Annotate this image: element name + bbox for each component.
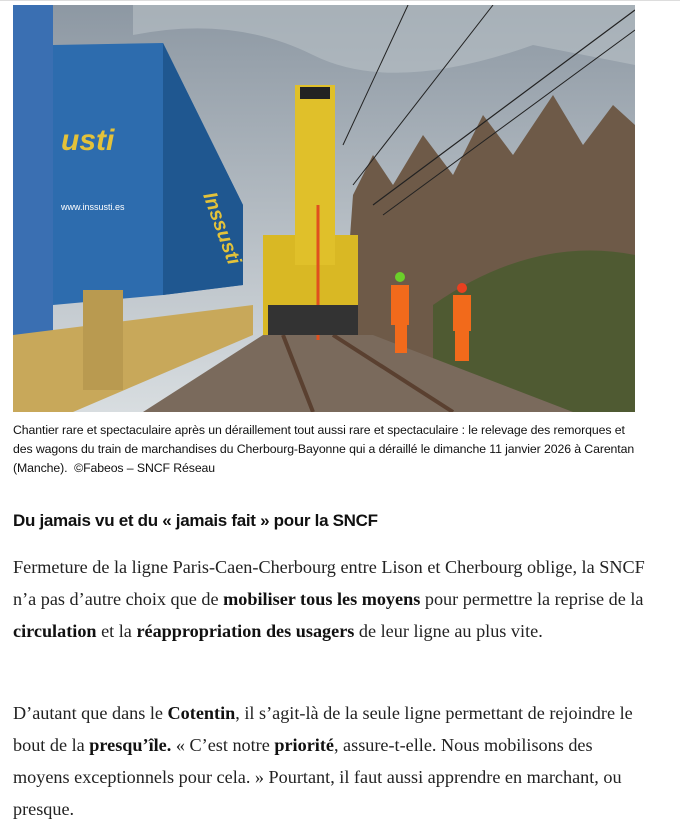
bold-text: circulation bbox=[13, 621, 97, 641]
article-photo bbox=[13, 5, 635, 412]
trailer-side: Inssusti bbox=[198, 189, 245, 268]
paragraph-1 bbox=[13, 551, 653, 647]
photo-credit: ©Fabeos – SNCF Réseau bbox=[74, 461, 216, 475]
text: , il s’agit-là de la seule ligne permettant de rejoindre le bout de la bbox=[13, 703, 633, 755]
trailer-url: www.inssusti.es bbox=[61, 202, 125, 212]
photo-caption bbox=[13, 421, 643, 478]
trailer-brand: usti bbox=[61, 124, 115, 157]
text: et la bbox=[96, 621, 137, 641]
text: « C’est notre bbox=[171, 735, 275, 755]
bold-text: Cotentin bbox=[167, 703, 236, 723]
text: de leur ligne au plus vite. bbox=[354, 621, 543, 641]
top-divider bbox=[0, 0, 680, 4]
bold-text: presqu’île. bbox=[89, 735, 172, 755]
paragraph-2 bbox=[13, 697, 653, 825]
text: pour permettre la reprise de la bbox=[420, 589, 644, 609]
bold-text: priorité bbox=[274, 735, 334, 755]
text: Fermeture de la ligne Paris-Caen-Cherbourg entre Lison et Cherbourg oblige, la SNCF n’a pas d’autre choix que de bbox=[13, 557, 645, 609]
caption-text: Chantier rare et spectaculaire après un déraillement tout aussi rare et spectaculaire : le relevage des remorques et des wagons du train de marchandises du Cherbourg-Bayonne qui a déraillé le dimanche 11 janvier 2026 à Carentan (Manche). bbox=[13, 423, 635, 475]
photo-illustration bbox=[13, 5, 635, 412]
section-heading: Du jamais vu et du « jamais fait » pour la SNCF bbox=[13, 511, 378, 530]
text: , assure-t-elle. Nous mobilisons des moyens exceptionnels pour cela. » Pourtant, il faut aussi apprendre en marchant, ou presque. bbox=[13, 735, 622, 819]
bold-text: réappropriation des usagers bbox=[136, 621, 355, 641]
text: D’autant que dans le bbox=[13, 703, 168, 723]
bold-text: mobiliser tous les moyens bbox=[223, 589, 421, 609]
